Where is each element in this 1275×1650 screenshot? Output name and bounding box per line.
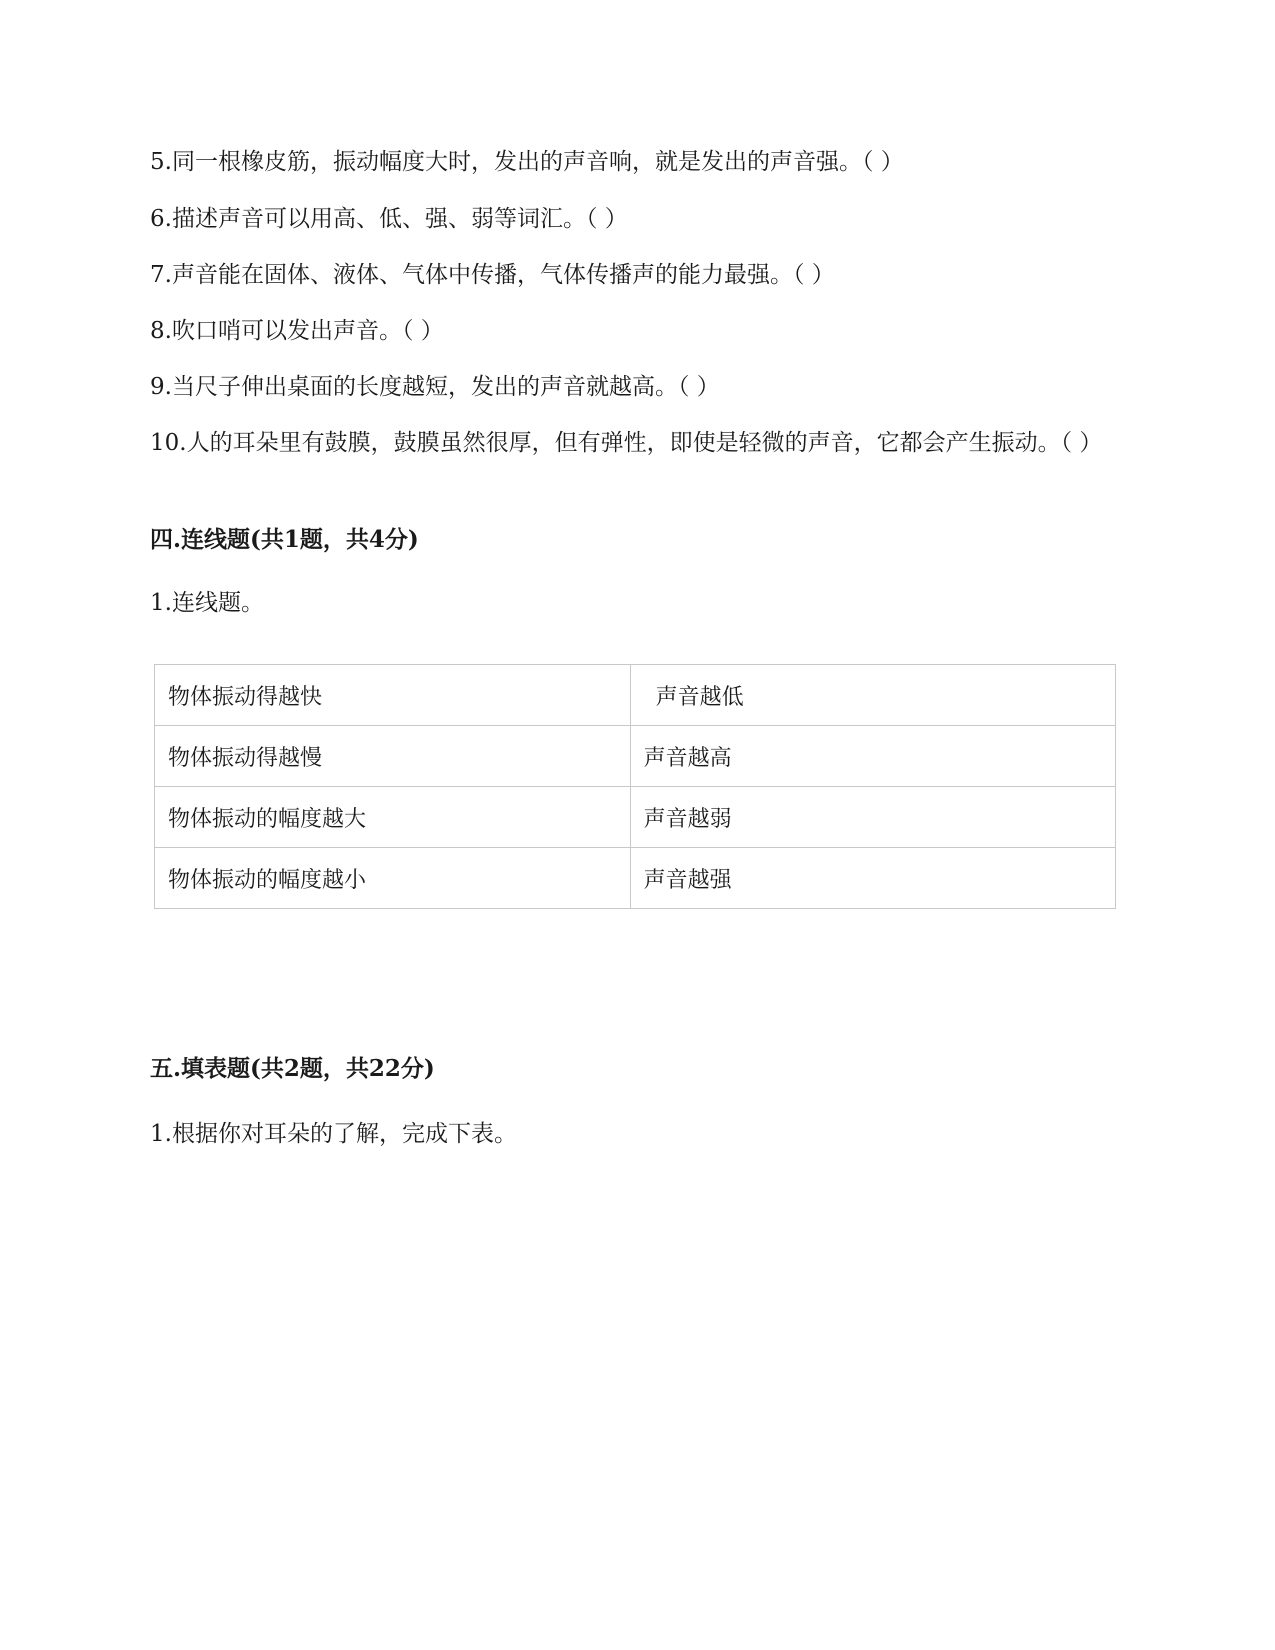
table-cell-left: 物体振动得越慢: [155, 726, 631, 787]
section-5-question: 1.根据你对耳朵的了解，完成下表。: [150, 1121, 517, 1147]
question-9: 9.当尺子伸出桌面的长度越短，发出的声音就越高。（ ）: [150, 374, 720, 400]
table-cell-right: 声音越强: [630, 848, 1115, 909]
table-cell-left: 物体振动的幅度越小: [155, 848, 631, 909]
table-cell-right: 声音越高: [630, 726, 1115, 787]
question-5: 5.同一根橡皮筋，振动幅度大时，发出的声音响，就是发出的声音强。（ ）: [150, 149, 904, 175]
question-10: 10.人的耳朵里有鼓膜，鼓膜虽然很厚，但有弹性，即使是轻微的声音，它都会产生振动。（ ）: [150, 430, 1103, 456]
section-4-title: 四.连线题(共1题，共4分): [150, 526, 419, 553]
matching-table: [154, 664, 1116, 909]
section-5-title: 五.填表题(共2题，共22分): [150, 1055, 435, 1082]
question-7: 7.声音能在固体、液体、气体中传播，气体传播声的能力最强。（ ）: [150, 262, 835, 288]
table-cell-right: 声音越低: [630, 665, 1115, 726]
table-row: [155, 726, 1116, 787]
question-8: 8.吹口哨可以发出声音。（ ）: [150, 318, 444, 344]
section-4-question: 1.连线题。: [150, 590, 264, 616]
table-cell-left: 物体振动的幅度越大: [155, 787, 631, 848]
table-row: [155, 848, 1116, 909]
table-row: [155, 665, 1116, 726]
question-6: 6.描述声音可以用高、低、强、弱等词汇。（ ）: [150, 206, 628, 232]
table-cell-right: 声音越弱: [630, 787, 1115, 848]
table-cell-left: 物体振动得越快: [155, 665, 631, 726]
table-row: [155, 787, 1116, 848]
